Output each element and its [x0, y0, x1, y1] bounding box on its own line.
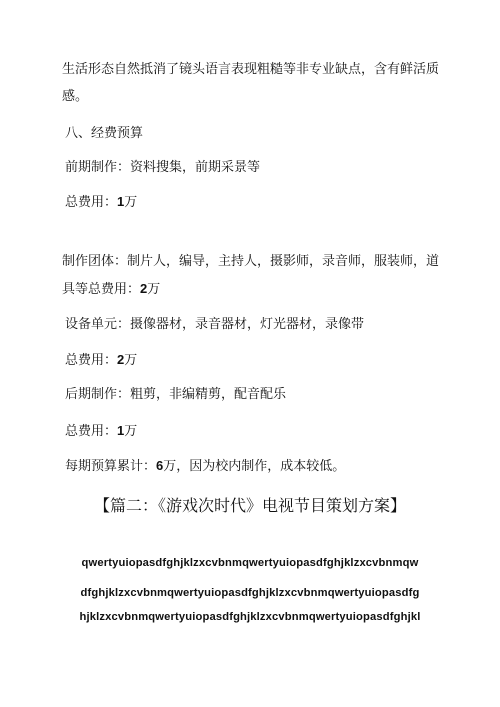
cumulative-text: 万，因为校内制作，成本较低。	[163, 459, 346, 474]
total-unit: 万	[124, 195, 138, 210]
team-total-number: 2	[140, 281, 148, 296]
total-cost-line	[65, 351, 137, 370]
team-total-unit: 万	[147, 282, 161, 297]
total-unit: 万	[124, 424, 138, 439]
filler-text-line: dfghjklzxcvbnmqwertyuiopasdfghjklzxcvbnmqwertyuiopasdfg	[80, 587, 420, 599]
section-heading: 八、经费预算	[65, 126, 144, 141]
team-total-label: 具等总费用：	[62, 282, 141, 297]
total-label: 总费用：	[65, 353, 118, 368]
cumulative-label: 每期预算累计：	[65, 459, 157, 474]
filler-text-line: hjklzxcvbnmqwertyuiopasdfghjklzxcvbnmqwertyuiopasdfghjkl	[79, 611, 421, 623]
cumulative-budget-line	[65, 457, 345, 476]
total-label: 总费用：	[65, 424, 118, 439]
body-text-line: 感。	[62, 89, 89, 104]
post-production-line: 后期制作：粗剪，非编精剪，配音配乐	[65, 387, 287, 402]
team-total-line	[62, 280, 160, 299]
pre-production-line: 前期制作：资料搜集，前期采景等	[65, 160, 261, 175]
total-cost-line	[65, 422, 137, 441]
total-number: 1	[117, 194, 125, 209]
total-cost-line	[65, 193, 137, 212]
article-title: 【篇二：《游戏次时代》电视节目策划方案】	[93, 496, 406, 515]
total-unit: 万	[124, 353, 138, 368]
total-number: 2	[117, 352, 125, 367]
body-text-line: 生活形态自然抵消了镜头语言表现粗糙等非专业缺点，含有鲜活质	[62, 62, 440, 77]
cumulative-number: 6	[156, 458, 164, 473]
total-number: 1	[117, 423, 125, 438]
equipment-line: 设备单元：摄像器材，录音器材，灯光器材，录像带	[65, 317, 365, 332]
total-label: 总费用：	[65, 195, 118, 210]
filler-text-line: qwertyuiopasdfghjklzxcvbnmqwertyuiopasdfghjklzxcvbnmqw	[81, 557, 419, 569]
team-line: 制作团体：制片人，编导，主持人，摄影师，录音师，服装师，道	[62, 254, 440, 269]
